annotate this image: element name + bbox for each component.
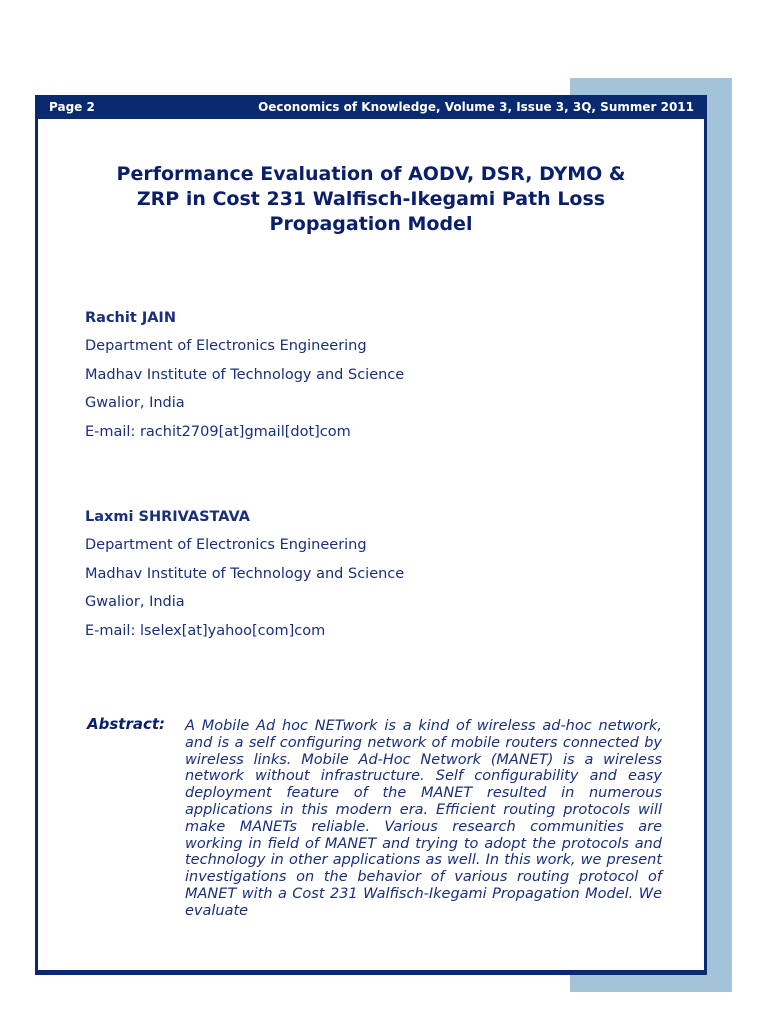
abstract-text: A Mobile Ad hoc NETwork is a kind of wireless ad-hoc network, and is a self configuring network of mobile routers connected by wireless links. Mobile Ad-Hoc Network (MANET) is a wireless network without infrastructure. Self configurability and easy deployment feature of the MANET resulted in numerous applications in this modern era. Efficient routing protocols will make MANETs reliable. Various research communities are working in field of MANET and trying to adopt the protocols and technology in other applications as well. In this work, we present investigations on the behavior of various routing protocol of MANET with a Cost 231 Walfisch-Ikegami Propagation Model. We evaluate bbox=[185, 718, 662, 919]
journal-info: Oeconomics of Knowledge, Volume 3, Issue 3, 3Q, Summer 2011 bbox=[258, 100, 694, 114]
author-block-2 bbox=[85, 503, 404, 645]
author-email: E-mail: rachit2709[at]gmail[dot]com bbox=[85, 423, 351, 440]
title-line: Performance Evaluation of AODV, DSR, DYMO & bbox=[116, 163, 626, 185]
author-email: E-mail: lselex[at]yahoo[com]com bbox=[85, 622, 326, 639]
author-location: Gwalior, India bbox=[85, 395, 185, 411]
author-name: Rachit JAIN bbox=[85, 310, 176, 326]
author-institute: Madhav Institute of Technology and Science bbox=[85, 565, 405, 582]
page-number: Page 2 bbox=[49, 100, 95, 114]
author-department: Department of Electronics Engineering bbox=[85, 537, 367, 553]
page-header bbox=[38, 95, 704, 119]
author-location: Gwalior, India bbox=[85, 594, 185, 610]
author-institute: Madhav Institute of Technology and Science bbox=[85, 366, 405, 383]
abstract-label: Abstract: bbox=[87, 715, 166, 733]
document-page bbox=[35, 95, 707, 975]
title-line: Propagation Model bbox=[269, 213, 473, 235]
author-block-1 bbox=[85, 304, 404, 446]
paper-title bbox=[38, 162, 704, 237]
author-name: Laxmi SHRIVASTAVA bbox=[85, 509, 251, 525]
author-department: Department of Electronics Engineering bbox=[85, 338, 367, 354]
title-line: ZRP in Cost 231 Walfisch-Ikegami Path Loss bbox=[136, 188, 606, 210]
